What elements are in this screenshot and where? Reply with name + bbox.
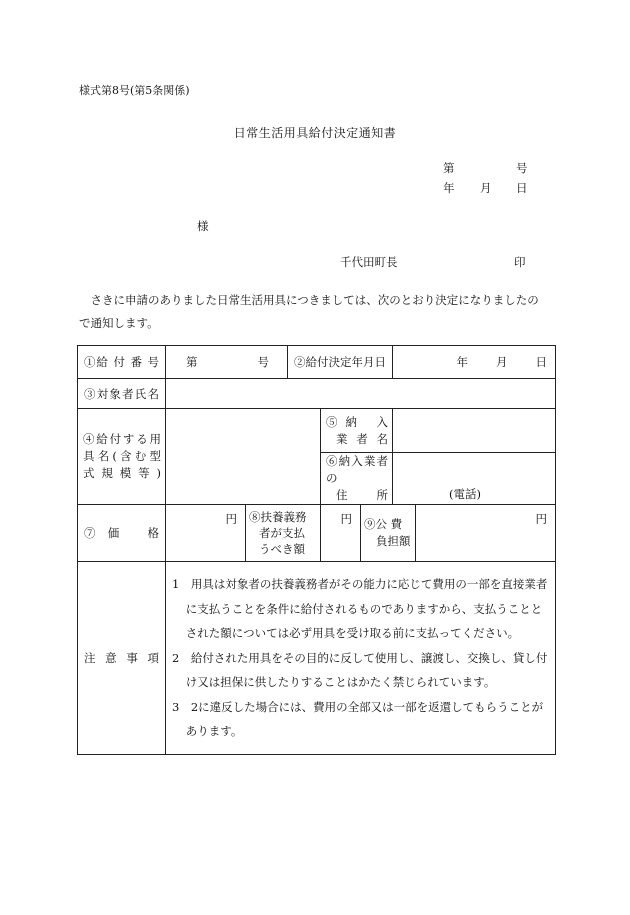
addressee-suffix: 様 [197,219,209,233]
label-decision-date: ②給付決定年月日 [288,346,393,379]
benefit-number-suffix: 号 [257,355,269,369]
doc-number-prefix: 第 [443,161,455,175]
label-equipment-name: ④給付する用 具名(含む型 式規模等) [78,409,166,505]
doc-date-month: 月 [480,181,492,195]
decision-date-value [393,346,556,379]
label-benefit-number: ①給 付 番 号 [78,346,166,379]
benefit-number-value [166,346,288,379]
decision-table [77,345,556,755]
seal-mark: 印 [514,255,526,269]
phone-label: (電話) [449,487,481,501]
body-line-2: で通知します。 [79,316,159,330]
dealer-address-value [393,453,556,505]
document-title: 日常生活用具給付決定通知書 [233,126,397,140]
label-guardian-payment: ⑧扶養義務 者が支払 うべき額 [246,505,321,562]
doc-date-year: 年 [443,181,455,195]
public-burden-value: 円 [416,505,556,562]
body-line-1: さきに申請のありました日常生活用具につきましては、次のとおり決定になりましたの [90,293,539,307]
decision-year: 年 [456,355,468,369]
decision-day: 日 [535,355,547,369]
dealer-name-value [393,409,556,453]
note-item: 1 用具は対象者の扶養義務者がその能力に応じて費用の一部を直接業者に支払うことを条件に給付されるものでありますから、支払うこととされた額については必ず用具を受け取る前に支払ってください。 [172,577,548,640]
note-item: 2 給付された用具をその目的に反して使用し、譲渡し、交換し、貸し付け又は担保に供したりすることはかたく禁じられています。 [172,650,548,689]
benefit-number-prefix: 第 [186,355,198,369]
label-dealer-address: ⑥納入業者の 住 所 [321,453,393,505]
form-number: 様式第8号(第5条関係) [79,84,190,97]
label-public-burden: ⑨公 費 負担額 [361,505,416,562]
equipment-name-value [166,409,321,505]
guardian-payment-value: 円 [321,505,361,562]
price-value: 円 [166,505,246,562]
doc-number-suffix: 号 [516,161,528,175]
label-price: ⑦価 格 [78,505,166,562]
recipient-name-value [166,379,556,409]
label-notes: 注 意 事 項 [78,562,166,755]
note-item: 3 2に違反した場合には、費用の全部又は一部を返還してもらうことがあります。 [172,699,544,738]
body-text [79,289,559,335]
decision-month: 月 [496,355,508,369]
label-dealer-name: ⑤納 入 業 者 名 [321,409,393,453]
label-recipient-name: ③対象者氏名 [78,379,166,409]
notes-content [166,562,556,755]
doc-date-day: 日 [516,181,528,195]
issuer-name: 千代田町長 [340,255,398,269]
